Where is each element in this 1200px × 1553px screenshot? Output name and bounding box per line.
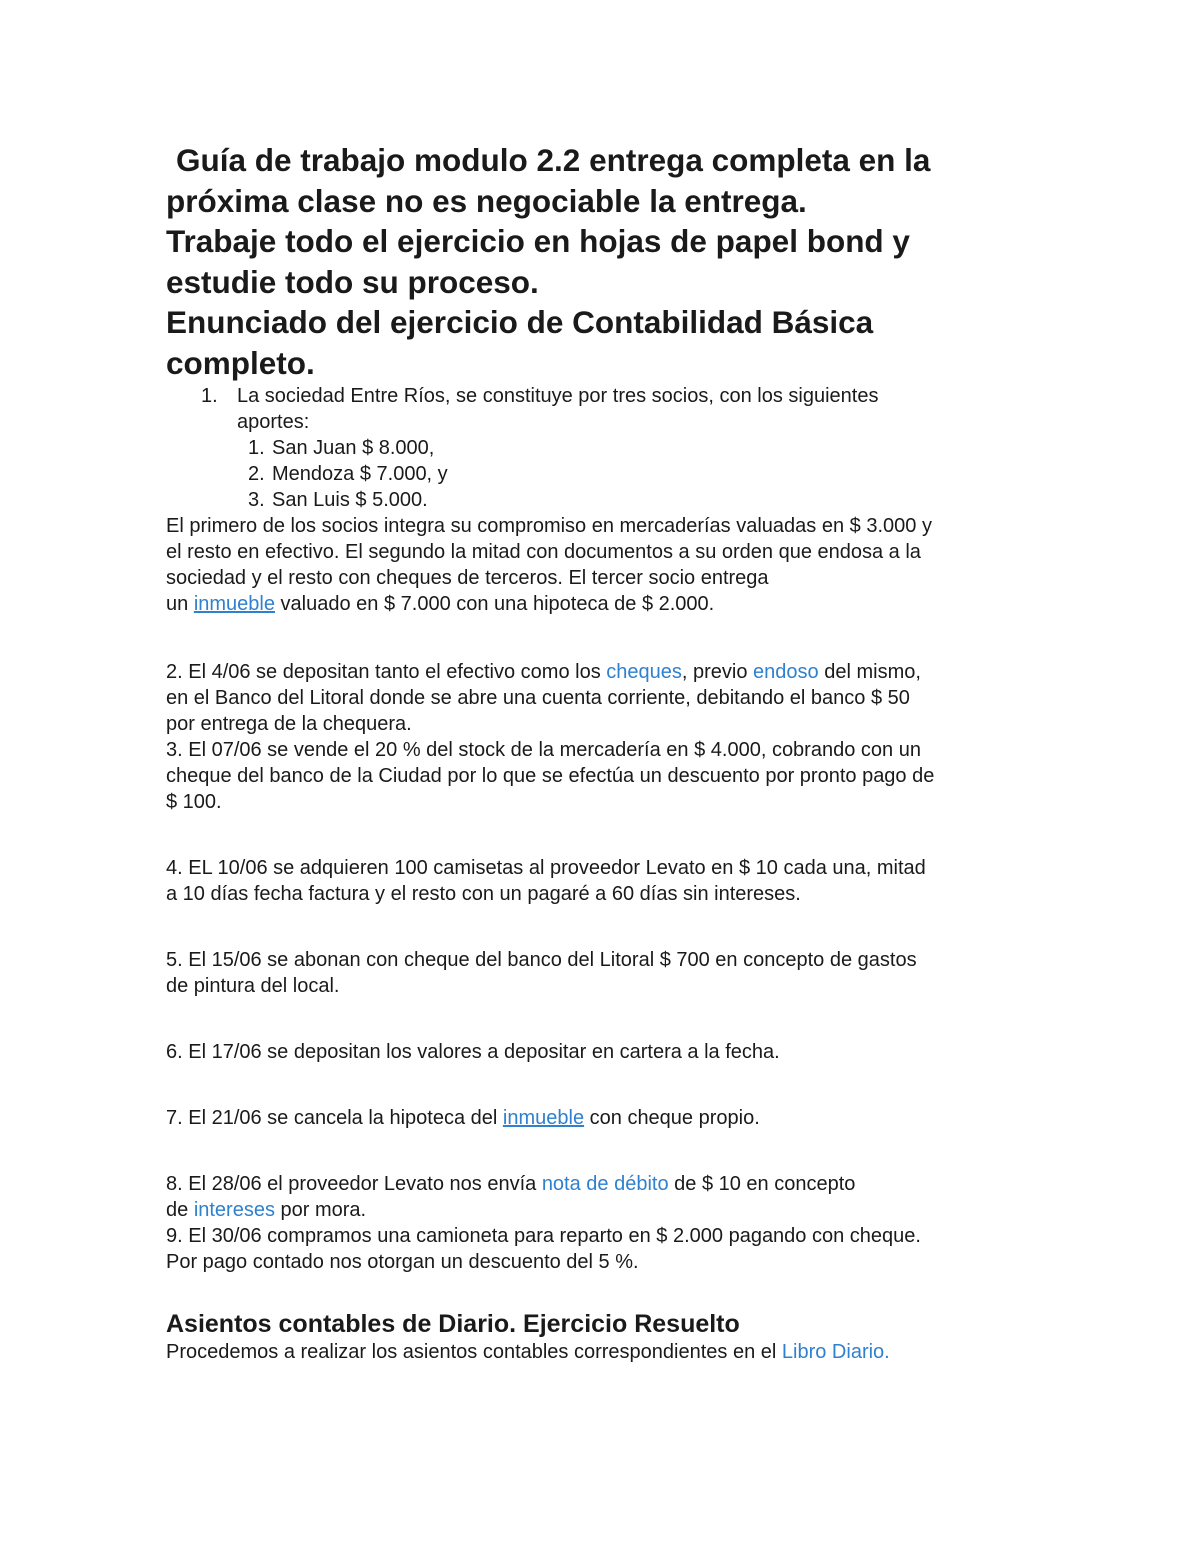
text-line: por mora.: [274, 1199, 367, 1221]
partner-list: [166, 435, 1046, 513]
text-line: a 10 días fecha factura y el resto con un pagaré a 60 días sin intereses.: [166, 883, 801, 905]
text-line: 3. El 07/06 se vende el 20 % del stock de la mercadería en $ 4.000, cobrando con un: [166, 739, 921, 761]
partner-text: San Juan $ 8.000,: [272, 437, 435, 459]
paragraph-2: [166, 659, 1046, 737]
text-line: El primero de los socios integra su compromiso en mercaderías valuadas en $ 3.000 y: [166, 515, 932, 537]
list-item: [166, 487, 1046, 513]
text-line: de $ 10 en concepto: [668, 1173, 856, 1195]
list-number: 1.: [201, 385, 218, 407]
intereses-link[interactable]: intereses: [193, 1199, 275, 1221]
title-line: Guía de trabajo modulo 2.2 entrega completa en la: [176, 142, 931, 178]
paragraph-7: [166, 1105, 1046, 1131]
list-item: [166, 383, 1046, 435]
text-line: en el Banco del Litoral donde se abre una cuenta corriente, debitando el banco $ 50: [166, 687, 910, 709]
nota-de-debito-link[interactable]: nota de débito: [541, 1173, 669, 1195]
document-content: [166, 140, 1046, 1365]
text-line: de: [166, 1199, 194, 1221]
list-text: La sociedad Entre Ríos, se constituye por tres socios, con los siguientes: [237, 385, 879, 407]
text-line: 8. El 28/06 el proveedor Levato nos envía: [166, 1173, 542, 1195]
paragraph-5: [166, 947, 1046, 999]
libro-diario-link[interactable]: Libro Diario.: [781, 1341, 890, 1363]
paragraph-9: [166, 1223, 1046, 1275]
text-line: , previo: [681, 661, 754, 683]
paragraph-8: [166, 1171, 1046, 1223]
exercise-list: [166, 383, 1046, 513]
inmueble-link[interactable]: inmueble: [502, 1107, 585, 1129]
text-line: cheque del banco de la Ciudad por lo que se efectúa un descuento por pronto pago de: [166, 765, 935, 787]
endoso-link[interactable]: endoso: [753, 661, 819, 683]
text-line: un: [166, 593, 194, 615]
title-line: Trabaje todo el ejercicio en hojas de papel bond y: [166, 223, 910, 259]
list-number: 2.: [248, 463, 265, 485]
paragraph-4: [166, 855, 1046, 907]
paragraph-3: [166, 737, 1046, 815]
list-number: 3.: [248, 489, 265, 511]
title-line: próxima clase no es negociable la entrega.: [166, 182, 807, 219]
section-heading: Asientos contables de Diario. Ejercicio Resuelto: [166, 1310, 740, 1338]
partner-text: Mendoza $ 7.000, y: [272, 463, 448, 485]
text-line: por entrega de la chequera.: [166, 713, 412, 735]
text-line: 4. EL 10/06 se adquieren 100 camisetas al proveedor Levato en $ 10 cada una, mitad: [166, 857, 926, 879]
cheques-link[interactable]: cheques: [606, 661, 682, 683]
title-line: Enunciado del ejercicio de Contabilidad Básica: [166, 304, 874, 340]
text-line: sociedad y el resto con cheques de terceros. El tercer socio entrega: [166, 567, 769, 589]
text-line: $ 100.: [166, 791, 222, 813]
list-number: 1.: [248, 437, 265, 459]
text-line: con cheque propio.: [584, 1107, 760, 1129]
text-line: Por pago contado nos otorgan un descuento del 5 %.: [166, 1251, 639, 1273]
text-line: de pintura del local.: [166, 975, 340, 997]
title-line: estudie todo su proceso.: [166, 263, 539, 300]
paragraph-1: [166, 513, 1046, 617]
text-line: 5. El 15/06 se abonan con cheque del banco del Litoral $ 700 en concepto de gastos: [166, 949, 917, 971]
document-title: [166, 140, 1046, 383]
text-line: 9. El 30/06 compramos una camioneta para reparto en $ 2.000 pagando con cheque.: [166, 1225, 921, 1247]
text-line: valuado en $ 7.000 con una hipoteca de $ 2.000.: [274, 593, 715, 615]
text-line: 7. El 21/06 se cancela la hipoteca del: [166, 1107, 503, 1129]
list-item: [166, 435, 1046, 461]
list-item: [166, 461, 1046, 487]
list-text: aportes:: [237, 411, 310, 433]
inmueble-link[interactable]: inmueble: [193, 593, 275, 615]
text-line: del mismo,: [818, 661, 921, 683]
partner-text: San Luis $ 5.000.: [272, 489, 428, 511]
section-paragraph: [166, 1339, 1046, 1365]
text-line: el resto en efectivo. El segundo la mitad con documentos a su orden que endosa a la: [166, 541, 921, 563]
title-line: completo.: [166, 344, 315, 381]
paragraph-6: [166, 1039, 1046, 1065]
text-line: 6. El 17/06 se depositan los valores a depositar en cartera a la fecha.: [166, 1041, 780, 1063]
text-line: 2. El 4/06 se depositan tanto el efectivo como los: [166, 661, 607, 683]
text-line: Procedemos a realizar los asientos contables correspondientes en el: [166, 1341, 782, 1363]
